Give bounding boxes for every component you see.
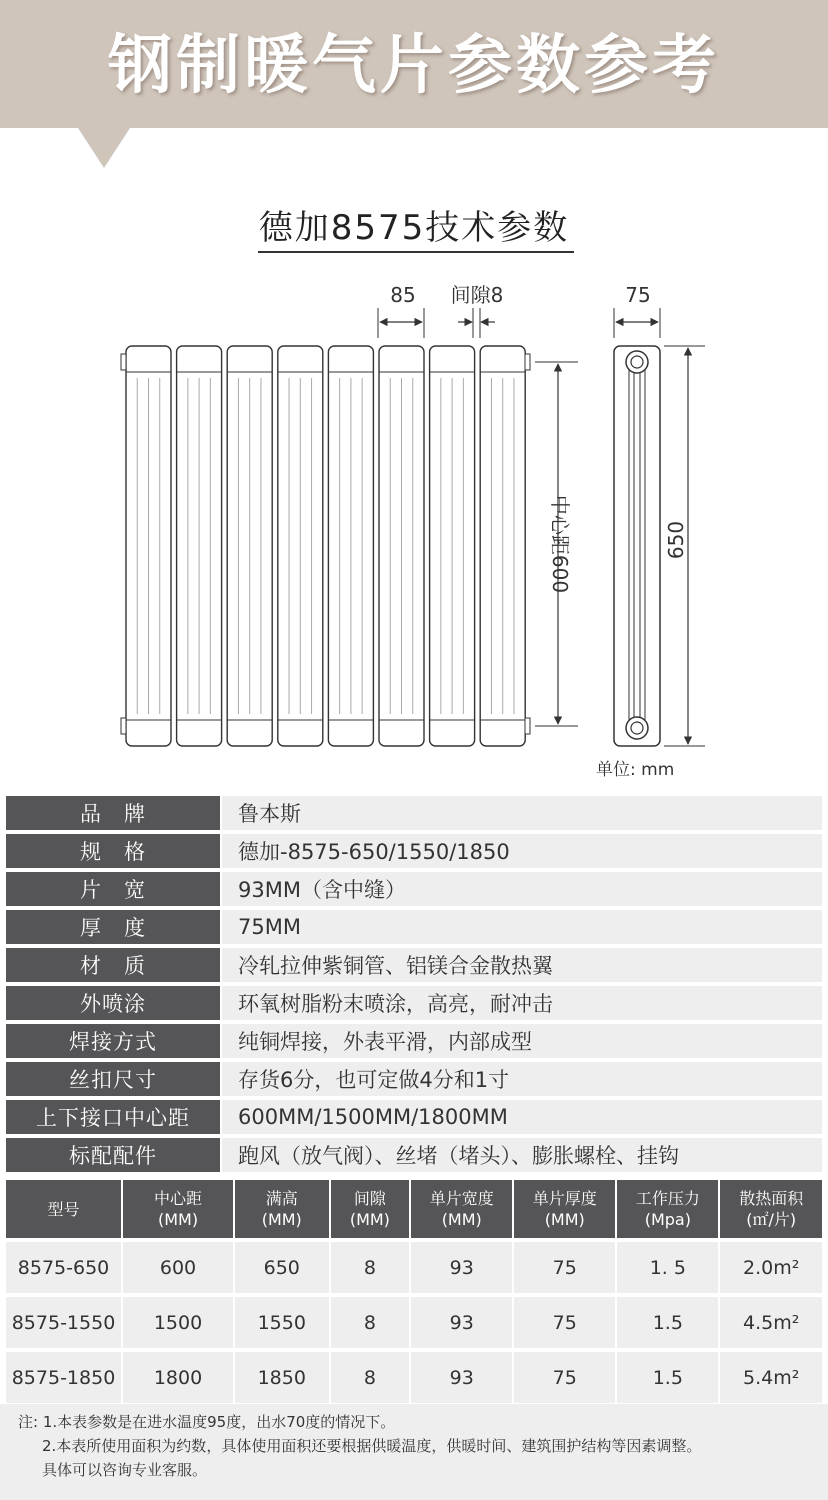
table-cell: 600 — [122, 1240, 234, 1295]
spec-row — [6, 986, 822, 1020]
table-cell: 1800 — [122, 1350, 234, 1403]
spec-row — [6, 834, 822, 868]
header-text: 散热面积 — [739, 1189, 804, 1208]
header-unit: (MM) — [157, 1210, 199, 1229]
table-cell: 1. 5 — [616, 1240, 719, 1295]
spec-value: 600MM/1500MM/1800MM — [222, 1100, 822, 1134]
dimension-width — [378, 283, 424, 338]
table-cell: 8 — [330, 1350, 411, 1403]
header-unit: (MM) — [544, 1210, 585, 1229]
spec-row — [6, 1100, 822, 1134]
table-cell: 8575-650 — [6, 1240, 122, 1295]
spec-value: 存货6分，也可定做4分和1寸 — [222, 1062, 822, 1096]
spec-row — [6, 1024, 822, 1058]
dimension-center-distance — [535, 362, 578, 726]
spec-value: 75MM — [222, 910, 822, 944]
table-cell: 75 — [513, 1350, 616, 1403]
dimension-gap — [451, 283, 504, 338]
spec-label: 品 牌 — [6, 796, 220, 830]
banner-pointer — [78, 128, 130, 168]
gap-label: 间隙8 — [450, 283, 504, 307]
table-cell: 2.0m² — [719, 1240, 822, 1295]
spec-row — [6, 872, 822, 906]
table-row — [6, 1240, 822, 1295]
spec-label: 标配配件 — [6, 1138, 220, 1172]
spec-value: 环氧树脂粉末喷涂，高亮，耐冲击 — [222, 986, 822, 1020]
table-cell: 8 — [330, 1295, 411, 1350]
width-label: 85 — [390, 283, 416, 307]
table-cell: 1500 — [122, 1295, 234, 1350]
spec-row — [6, 1062, 822, 1096]
spec-row — [6, 948, 822, 982]
model-header-cell — [410, 1180, 513, 1240]
spec-value: 跑风（放气阀）、丝堵（堵头）、膨胀螺栓、挂钩 — [222, 1138, 822, 1172]
table-cell: 75 — [513, 1295, 616, 1350]
header-text: 单片厚度 — [532, 1189, 597, 1208]
height-label: 650 — [664, 520, 688, 560]
header-text: 工作压力 — [635, 1189, 700, 1208]
pipe-connector — [525, 354, 530, 370]
radiator-side-view — [614, 346, 660, 746]
notes-box — [0, 1404, 828, 1500]
table-cell: 93 — [410, 1240, 513, 1295]
pipe-connector — [525, 718, 530, 734]
table-cell: 8 — [330, 1240, 411, 1295]
header-text: 型号 — [47, 1199, 80, 1219]
spec-label: 丝扣尺寸 — [6, 1062, 220, 1096]
table-cell: 1.5 — [616, 1350, 719, 1403]
spec-table — [6, 796, 822, 1176]
header-text: 间隙 — [353, 1189, 386, 1208]
table-cell: 4.5m² — [719, 1295, 822, 1350]
radiator-diagram — [0, 270, 828, 790]
unit-label: 单位: mm — [596, 760, 675, 780]
spec-label: 材 质 — [6, 948, 220, 982]
table-cell: 5.4m² — [719, 1350, 822, 1403]
table-cell: 1850 — [234, 1350, 330, 1403]
spec-label: 规 格 — [6, 834, 220, 868]
header-text: 满高 — [265, 1189, 298, 1208]
spec-value: 93MM（含中缝） — [222, 872, 822, 906]
header-unit: (㎡/片) — [746, 1210, 797, 1229]
header-unit: (Mpa) — [644, 1210, 691, 1229]
header-text: 中心距 — [154, 1189, 203, 1208]
page-subtitle: 德加8575技术参数 — [258, 208, 570, 248]
model-header-cell — [234, 1180, 330, 1240]
model-header-cell — [616, 1180, 719, 1240]
table-cell: 8575-1850 — [6, 1350, 122, 1403]
model-header-cell — [513, 1180, 616, 1240]
table-row — [6, 1295, 822, 1350]
table-cell: 1550 — [234, 1295, 330, 1350]
spec-value: 德加-8575-650/1550/1850 — [222, 834, 822, 868]
header-unit: (MM) — [261, 1210, 302, 1229]
spec-row — [6, 796, 822, 830]
spec-value: 冷轧拉伸紫铜管、铝镁合金散热翼 — [222, 948, 822, 982]
table-row — [6, 1350, 822, 1403]
dimension-height — [664, 346, 705, 746]
banner-title: 钢制暖气片参数参考 — [108, 29, 720, 103]
header-banner — [0, 0, 828, 128]
radiator-front-view — [121, 346, 530, 746]
table-cell: 93 — [410, 1350, 513, 1403]
spec-label: 厚 度 — [6, 910, 220, 944]
header-text: 单片宽度 — [429, 1189, 494, 1208]
spec-value: 纯铜焊接，外表平滑，内部成型 — [222, 1024, 822, 1058]
table-cell: 75 — [513, 1240, 616, 1295]
spec-label: 片 宽 — [6, 872, 220, 906]
model-header-cell — [330, 1180, 411, 1240]
spec-label: 焊接方式 — [6, 1024, 220, 1058]
note-line-3: 具体可以咨询专业客服。 — [42, 1461, 208, 1479]
depth-label: 75 — [625, 283, 651, 307]
pipe-connector — [121, 718, 126, 734]
spec-row — [6, 1138, 822, 1172]
note-line-1: 注: 1.本表参数是在进水温度95度，出水70度的情况下。 — [18, 1413, 396, 1431]
dimension-depth — [614, 283, 660, 338]
pipe-connector — [121, 354, 126, 370]
spec-row — [6, 910, 822, 944]
model-header-cell — [719, 1180, 822, 1240]
model-header-cell — [6, 1180, 122, 1240]
model-table — [6, 1180, 822, 1403]
table-cell: 8575-1550 — [6, 1295, 122, 1350]
spec-label: 外喷涂 — [6, 986, 220, 1020]
header-unit: (MM) — [349, 1210, 390, 1229]
table-cell: 93 — [410, 1295, 513, 1350]
model-table-header — [6, 1180, 822, 1240]
model-header-cell — [122, 1180, 234, 1240]
note-line-2: 2.本表所使用面积为约数，具体使用面积还要根据供暖温度，供暖时间、建筑围护结构等因素调整。 — [42, 1437, 702, 1455]
spec-label: 上下接口中心距 — [6, 1100, 220, 1134]
table-cell: 1.5 — [616, 1295, 719, 1350]
table-cell: 650 — [234, 1240, 330, 1295]
center-distance-label: 中心距600 — [548, 494, 572, 594]
spec-value: 鲁本斯 — [222, 796, 822, 830]
subtitle-underline — [258, 251, 574, 253]
header-unit: (MM) — [441, 1210, 482, 1229]
